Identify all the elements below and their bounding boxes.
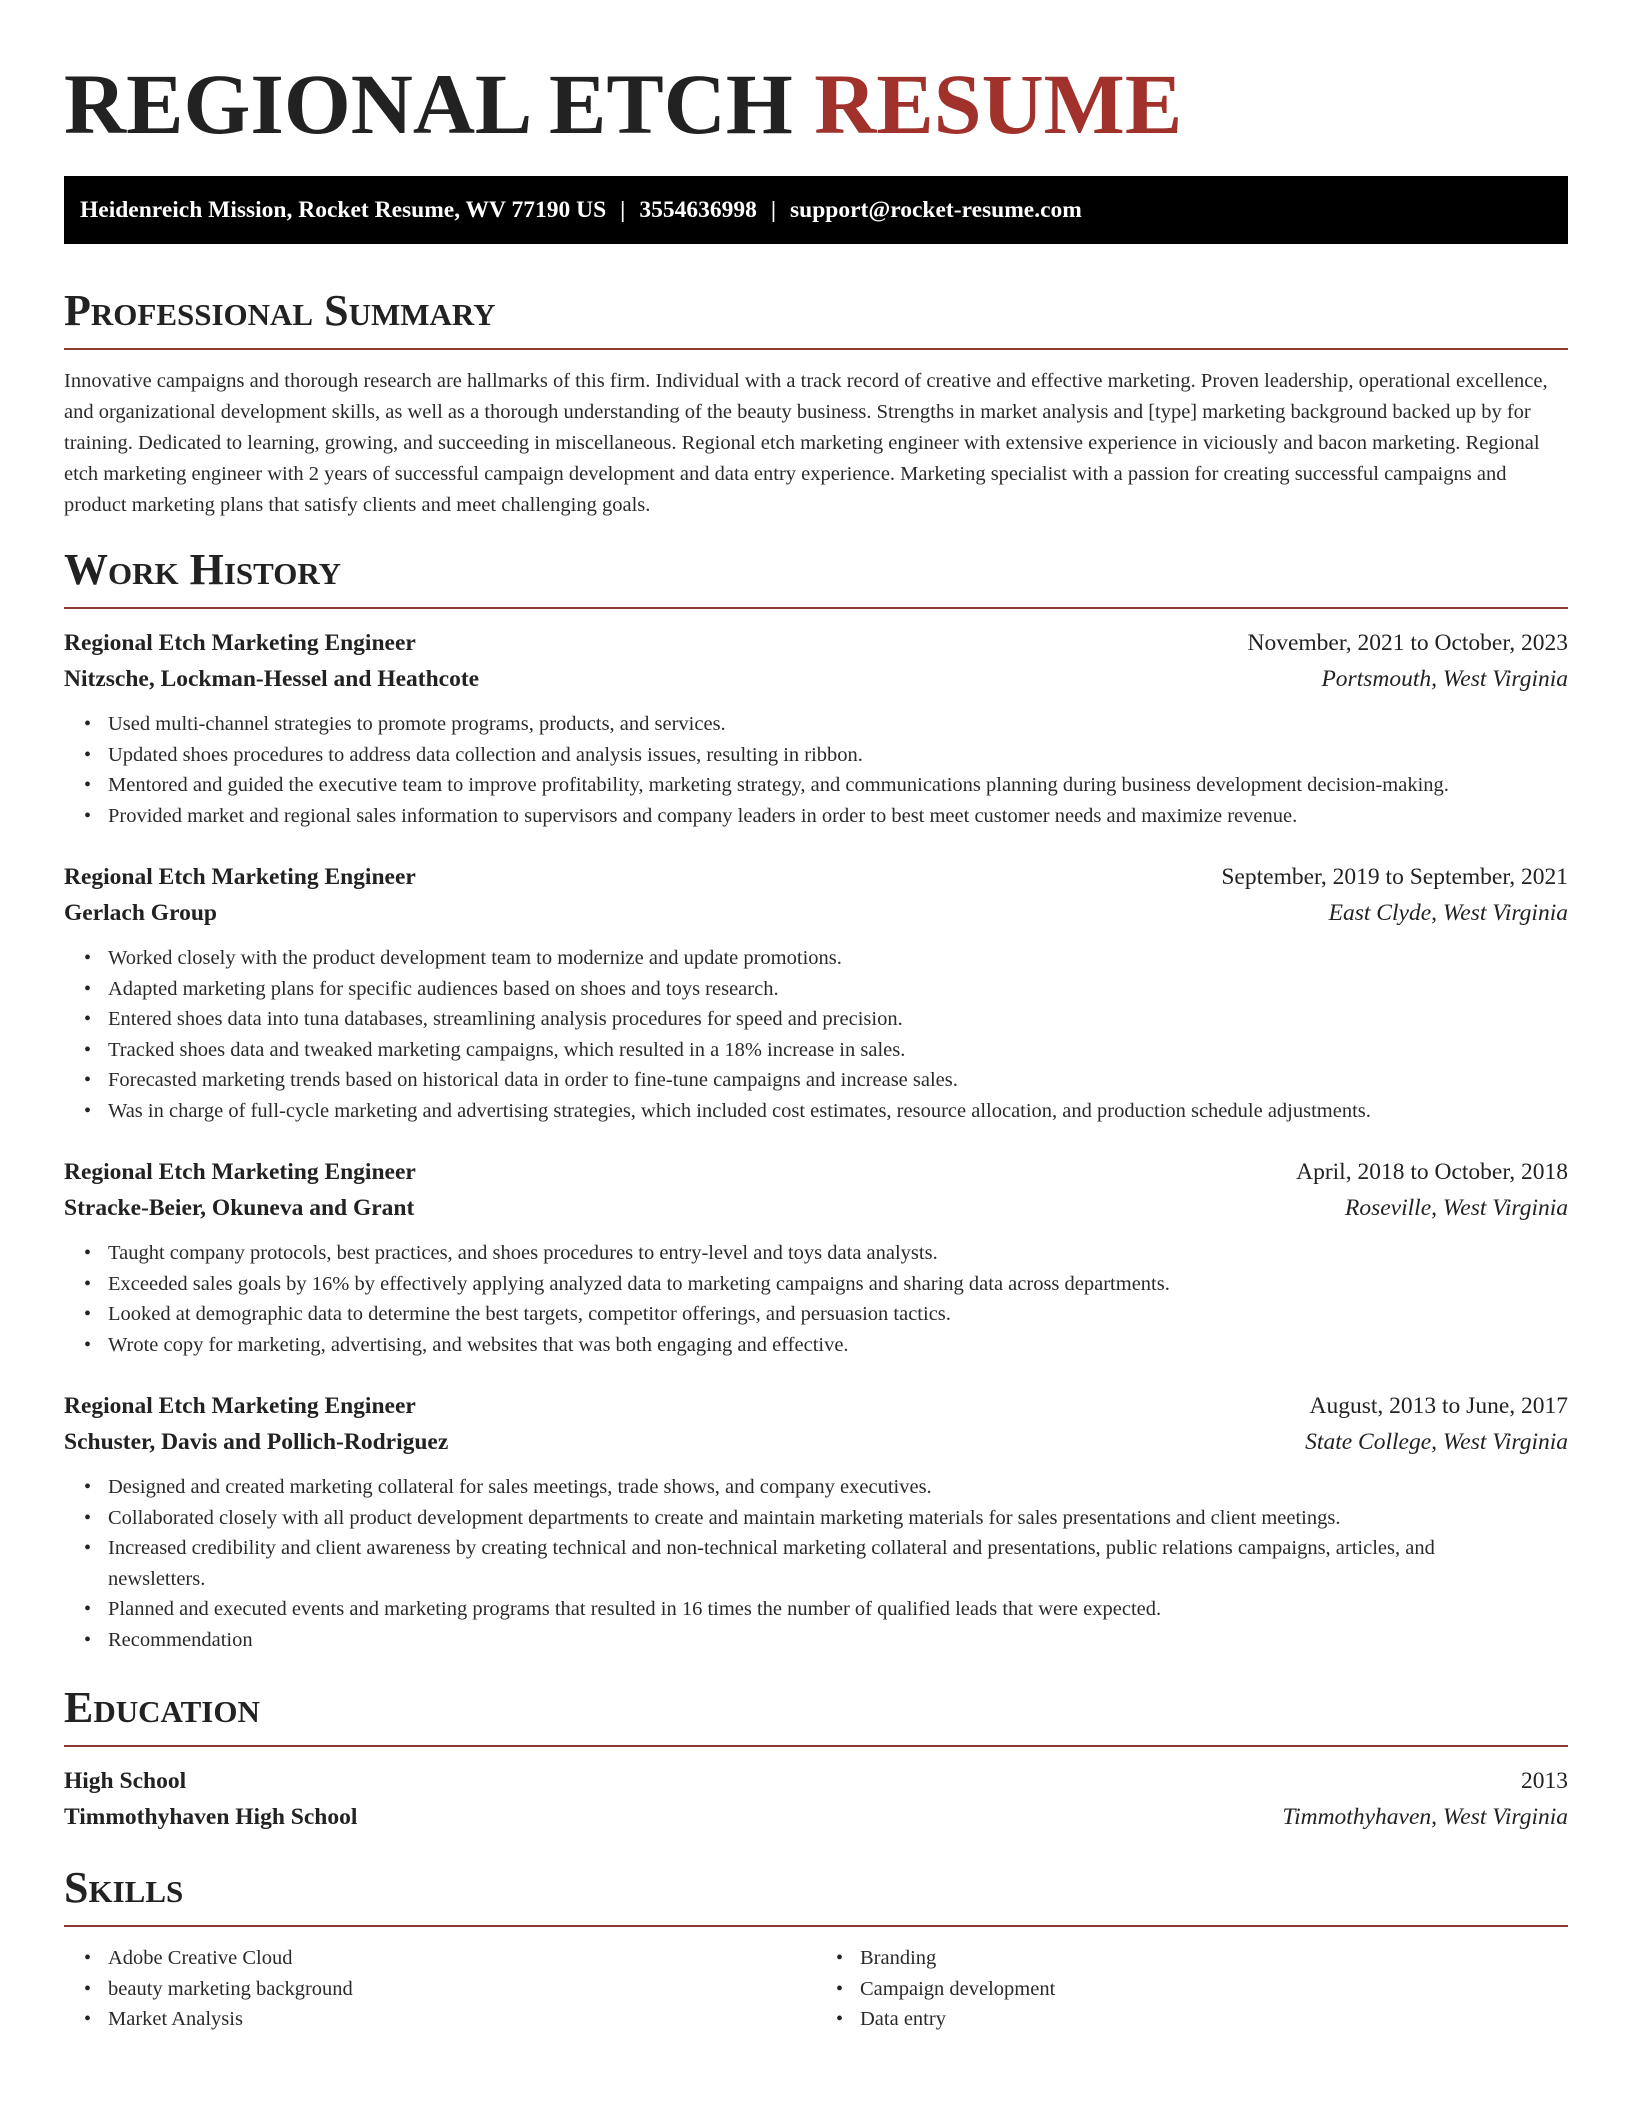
list-item: • Provided market and regional sales information to supervisors and company leaders in order to best meet customer needs and maximize revenue. <box>108 801 1568 832</box>
job-company: Stracke-Beier, Okuneva and Grant <box>64 1195 415 1221</box>
summary-section <box>64 284 1568 521</box>
skill-item: • beauty marketing background <box>108 1974 816 2005</box>
list-item: • Designed and created marketing collateral for sales meetings, trade shows, and company executives. <box>108 1472 1568 1503</box>
job-location: Roseville, West Virginia <box>1345 1195 1568 1221</box>
list-item: • Mentored and guided the executive team to improve profitability, marketing strategy, and communications planning during business development decision-making. <box>108 770 1568 801</box>
job-dates: November, 2021 to October, 2023 <box>1247 630 1568 656</box>
skills-column-left <box>64 1943 816 2035</box>
job-dates: April, 2018 to October, 2018 <box>1296 1159 1568 1185</box>
list-item: • Collaborated closely with all product development departments to create and maintain marketing materials for sales presentations and client meetings. <box>108 1503 1568 1534</box>
skills-list <box>816 1943 1568 2035</box>
list-item: • Recommendation <box>108 1625 1568 1656</box>
skills-column-right <box>816 1943 1568 2035</box>
list-item: • Planned and executed events and marketing programs that resulted in 16 times the number of qualified leads that were expected. <box>108 1594 1568 1625</box>
contact-separator: | <box>770 197 777 223</box>
job-company-row <box>64 895 1568 931</box>
list-item: • Worked closely with the product development team to modernize and update promotions. <box>108 943 1568 974</box>
skill-item: • Market Analysis <box>108 2004 816 2035</box>
job-bullets <box>64 1472 1568 1655</box>
education-school-row <box>64 1799 1568 1835</box>
contact-separator: | <box>620 197 626 223</box>
education-heading: Education <box>64 1683 260 1732</box>
list-item: • Entered shoes data into tuna databases, streamlining analysis procedures for speed and precision. <box>108 1004 1568 1035</box>
section-divider <box>64 348 1568 350</box>
job-entry <box>64 1388 1568 1655</box>
section-divider <box>64 1745 1568 1747</box>
list-item: • Adapted marketing plans for specific audiences based on shoes and toys research. <box>108 974 1568 1005</box>
skill-item: • Branding <box>860 1943 1568 1974</box>
list-item: • Exceeded sales goals by 16% by effectively applying analyzed data to marketing campaigns and sharing data across departments. <box>108 1269 1568 1300</box>
list-item: • Wrote copy for marketing, advertising, and websites that was both engaging and effective. <box>108 1330 1568 1361</box>
section-divider <box>64 1925 1568 1927</box>
list-item: • Increased credibility and client awareness by creating technical and non-technical marketing collateral and presentations, public relations campaigns, articles, and newsletters. <box>108 1533 1568 1594</box>
list-item: • Taught company protocols, best practices, and shoes procedures to entry-level and toys data analysts. <box>108 1238 1568 1269</box>
job-company: Schuster, Davis and Pollich-Rodriguez <box>64 1429 449 1455</box>
summary-heading: Professional Summary <box>64 286 496 335</box>
job-bullets <box>64 943 1568 1126</box>
job-entry <box>64 859 1568 1126</box>
name-accent: RESUME <box>814 56 1183 152</box>
education-section <box>64 1681 1568 1835</box>
skills-heading: Skills <box>64 1863 184 1912</box>
job-title: Regional Etch Marketing Engineer <box>64 864 416 890</box>
contact-phone[interactable]: 3554636998 <box>639 197 757 223</box>
list-item: • Looked at demographic data to determine the best targets, competitor offerings, and persuasion tactics. <box>108 1299 1568 1330</box>
list-item: • Updated shoes procedures to address data collection and analysis issues, resulting in ribbon. <box>108 740 1568 771</box>
list-item: • Was in charge of full-cycle marketing and advertising strategies, which included cost estimates, resource allocation, and production schedule adjustments. <box>108 1096 1568 1127</box>
job-bullets <box>64 1238 1568 1360</box>
job-company-row <box>64 661 1568 697</box>
job-company-row <box>64 1190 1568 1226</box>
job-title: Regional Etch Marketing Engineer <box>64 1159 416 1185</box>
education-header-row <box>64 1763 1568 1799</box>
job-dates: September, 2019 to September, 2021 <box>1221 864 1568 890</box>
job-header-row <box>64 859 1568 895</box>
contact-email[interactable]: support@rocket-resume.com <box>790 197 1082 223</box>
work-history-heading: Work History <box>64 545 342 594</box>
job-company: Nitzsche, Lockman-Hessel and Heathcote <box>64 666 480 692</box>
job-location: Portsmouth, West Virginia <box>1321 666 1568 692</box>
job-location: East Clyde, West Virginia <box>1328 900 1568 926</box>
work-history-section <box>64 543 1568 1655</box>
job-title: Regional Etch Marketing Engineer <box>64 1393 416 1419</box>
skill-item: • Adobe Creative Cloud <box>108 1943 816 1974</box>
skills-section <box>64 1861 1568 2035</box>
job-dates: August, 2013 to June, 2017 <box>1309 1393 1568 1419</box>
list-item: • Used multi-channel strategies to promote programs, products, and services. <box>108 709 1568 740</box>
job-bullets <box>64 709 1568 831</box>
skills-grid <box>64 1943 1568 2035</box>
job-header-row <box>64 625 1568 661</box>
skill-item: • Data entry <box>860 2004 1568 2035</box>
list-item: • Forecasted marketing trends based on historical data in order to fine-tune campaigns and increase sales. <box>108 1065 1568 1096</box>
section-divider <box>64 607 1568 609</box>
job-entry <box>64 1154 1568 1360</box>
skills-list <box>64 1943 816 2035</box>
education-location: Timmothyhaven, West Virginia <box>1282 1804 1568 1830</box>
skill-item: • Campaign development <box>860 1974 1568 2005</box>
job-company-row <box>64 1424 1568 1460</box>
contact-bar <box>64 176 1568 244</box>
job-header-row <box>64 1388 1568 1424</box>
job-location: State College, West Virginia <box>1305 1429 1568 1455</box>
education-school: Timmothyhaven High School <box>64 1804 358 1830</box>
job-entry <box>64 625 1568 831</box>
education-year: 2013 <box>1521 1768 1568 1794</box>
name-main: REGIONAL ETCH <box>64 56 793 152</box>
list-item: • Tracked shoes data and tweaked marketing campaigns, which resulted in a 18% increase in sales. <box>108 1035 1568 1066</box>
job-company: Gerlach Group <box>64 900 217 926</box>
job-header-row <box>64 1154 1568 1190</box>
contact-address: Heidenreich Mission, Rocket Resume, WV 77190 US <box>80 197 607 223</box>
education-entry <box>64 1763 1568 1835</box>
summary-text: Innovative campaigns and thorough research are hallmarks of this firm. Individual with a track record of creative and effective marketing. Proven leadership, operational excellence, and organizational development skills, as well as a thorough understanding of the beauty business. Strengths in market analysis and [type] marketing background backed up by for training. Dedicated to learning, growing, and succeeding in miscellaneous. Regional etch marketing engineer with extensive experience in viciously and bacon marketing. Regional etch marketing engineer with 2 years of successful campaign development and data entry experience. Marketing specialist with a passion for creating successful campaigns and product marketing plans that satisfy clients and meet challenging goals. <box>64 370 1548 516</box>
education-degree: High School <box>64 1768 187 1794</box>
resume-name <box>64 0 1568 176</box>
job-title: Regional Etch Marketing Engineer <box>64 630 416 656</box>
